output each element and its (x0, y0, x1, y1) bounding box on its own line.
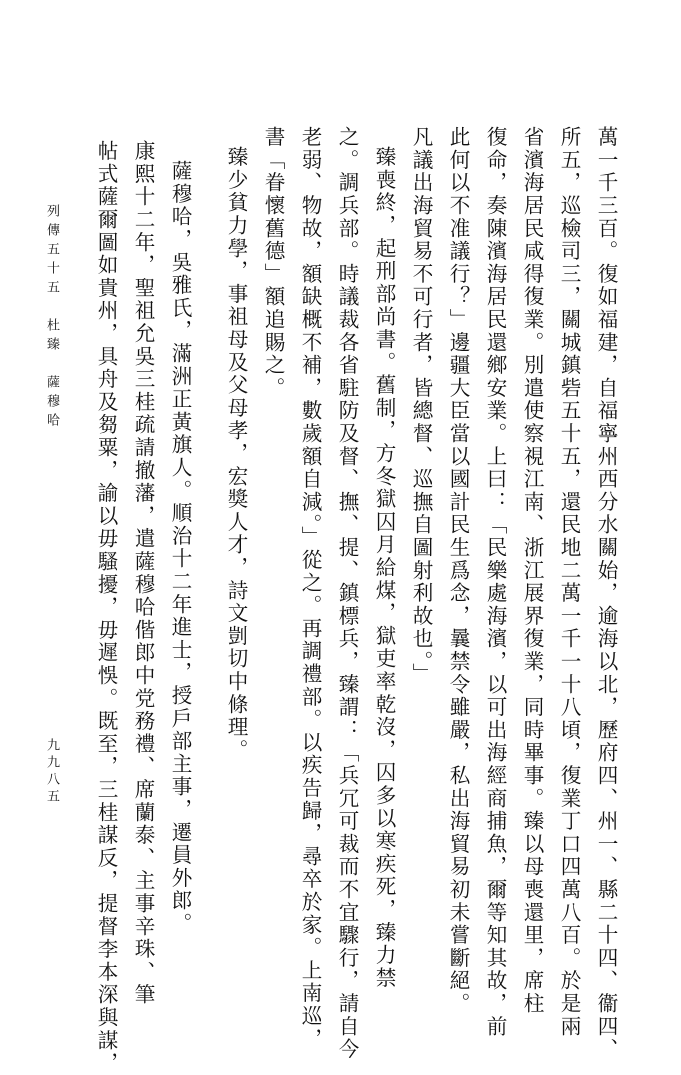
page-number: 九九八五 (44, 738, 59, 806)
text-column-13: 薩穆哈，吳雅氏，滿洲正黃旗人。順治十二年進士，授戶部主事，遷員外郎。 (168, 160, 192, 936)
text-column-10: 書「眷懷舊德」額追賜之。 (261, 126, 285, 400)
text-column-4: 復命，奏陳濱海居民還鄉安業。上曰：「民樂處海濱，以可出海經商捕魚，爾等知其故，前 (483, 126, 507, 1038)
text-column-1: 萬一千三百。復如福建，自福寧州西分水關始，逾海以北，歷府四、州一、縣二十四、衞四、 (594, 126, 618, 1061)
text-column-2: 所五，巡檢司三，關城鎮砦五十五，還民地二萬一千一十八頃，復業丁口四萬八百。於是兩 (557, 126, 581, 1038)
text-column-15: 帖式薩爾圖如貴州，具舟及芻粟，諭以毋騷擾，毋遲悞。既至，三桂謀反，提督李本深與謀， (94, 140, 118, 1075)
running-head: 列傳五十五 杜臻 薩穆哈 (44, 204, 59, 432)
text-column-14: 康熙十二年，聖祖允吳三桂疏請撤藩，遣薩穆哈偕郎中党務禮、席蘭泰、主事辛珠、筆 (131, 140, 155, 1007)
text-column-9: 老弱、物故，額缺概不補，數歲額自減。」從之。再調禮部。以疾告歸，尋卒於家。上南巡， (298, 126, 322, 1051)
text-column-5: 此何以不准議行？」邊疆大臣當以國計民生爲念，曩禁令雖嚴，私出海貿易初未嘗斷絕。 (446, 126, 470, 1016)
text-column-8: 之。調兵部。時議裁各省駐防及督、撫、提、鎮標兵，臻謂：「兵冗可裁而不宜驟行，請自今 (335, 126, 359, 1061)
text-column-6: 凡議出海貿易不可行者，皆總督、巡撫自圖射利故也。」 (409, 126, 433, 686)
text-column-7: 臻喪終，起刑部尚書。舊制，方冬獄囚月給煤，獄吏率乾沒，囚多以寒疾死，臻力禁 (372, 146, 396, 990)
text-column-3: 省濱海居民咸得復業。別遣使察視江南、浙江展界復業，同時畢事。臻以母喪還里，席柱 (520, 126, 544, 1016)
text-column-11: 臻少貧力學，事祖母及父母孝，宏獎人才，詩文剴切中條理。 (224, 146, 248, 762)
